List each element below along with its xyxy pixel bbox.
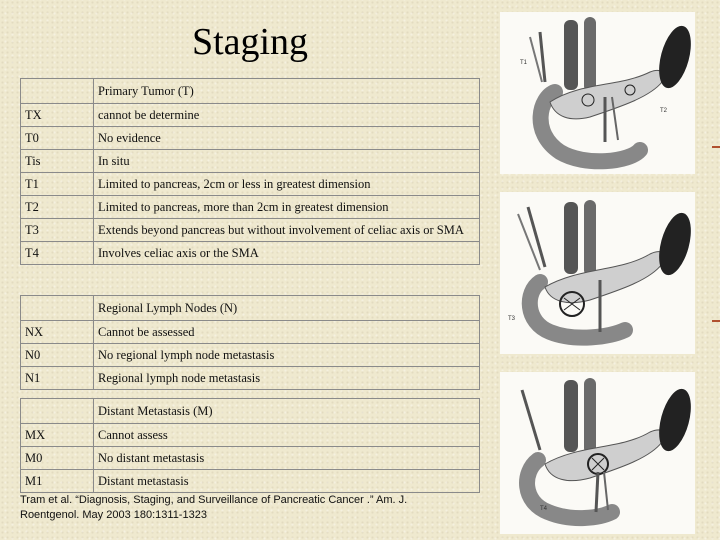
distant-metastasis-header: Distant Metastasis (M) [94, 399, 480, 424]
stage-code: M1 [21, 470, 94, 493]
header-spacer [21, 296, 94, 321]
reference-line: Tram et al. “Diagnosis, Staging, and Surveillance of Pancreatic Cancer .” Am. J. [20, 494, 408, 506]
pancreas-illustration-icon [500, 192, 695, 354]
stage-description: Limited to pancreas, more than 2cm in greatest dimension [94, 196, 480, 219]
header-spacer [21, 399, 94, 424]
table-row [21, 150, 480, 173]
stage-description: No distant metastasis [94, 447, 480, 470]
stage-code: T4 [21, 242, 94, 265]
stage-code: NX [21, 321, 94, 344]
stage-code: N0 [21, 344, 94, 367]
primary-tumor-header: Primary Tumor (T) [94, 79, 480, 104]
pancreas-illustration-t3 [500, 192, 695, 354]
table-row [21, 424, 480, 447]
page-title: Staging [191, 21, 309, 63]
table-row [21, 447, 480, 470]
stage-code: T2 [21, 196, 94, 219]
reference-citation [20, 493, 490, 523]
stage-description: Cannot assess [94, 424, 480, 447]
stage-description: Extends beyond pancreas but without involvement of celiac axis or SMA [94, 219, 480, 242]
stage-description: No regional lymph node metastasis [94, 344, 480, 367]
pancreas-illustration-icon [500, 12, 695, 174]
table-row [21, 470, 480, 493]
stage-code: N1 [21, 367, 94, 390]
header-spacer [21, 79, 94, 104]
stage-code: T1 [21, 173, 94, 196]
table-row [21, 173, 480, 196]
stage-description: cannot be determine [94, 104, 480, 127]
stage-description: No evidence [94, 127, 480, 150]
stage-code: M0 [21, 447, 94, 470]
table-row [21, 242, 480, 265]
pancreas-illustration-t4 [500, 372, 695, 534]
reference-line: Roentgenol. May 2003 180:1311-1323 [20, 509, 207, 521]
illustration-label: T4 [540, 506, 548, 512]
stage-description: Distant metastasis [94, 470, 480, 493]
lymph-nodes-header: Regional Lymph Nodes (N) [94, 296, 480, 321]
stage-code: T0 [21, 127, 94, 150]
table-row [21, 321, 480, 344]
primary-tumor-table [20, 78, 480, 265]
stage-description: Regional lymph node metastasis [94, 367, 480, 390]
accent-rule [712, 146, 720, 148]
stage-code: MX [21, 424, 94, 447]
illustration-label: T1 [520, 60, 528, 66]
table-row [21, 127, 480, 150]
illustration-label: T2 [660, 108, 668, 114]
stage-description: Involves celiac axis or the SMA [94, 242, 480, 265]
accent-rule [712, 320, 720, 322]
table-header-row [21, 79, 480, 104]
table-header-row [21, 296, 480, 321]
stage-code: TX [21, 104, 94, 127]
stage-description: Cannot be assessed [94, 321, 480, 344]
pancreas-illustration-t1-t2 [500, 12, 695, 174]
table-row [21, 344, 480, 367]
table-row [21, 219, 480, 242]
table-row [21, 104, 480, 127]
stage-code: T3 [21, 219, 94, 242]
stage-code: Tis [21, 150, 94, 173]
stage-description: Limited to pancreas, 2cm or less in greatest dimension [94, 173, 480, 196]
stage-description: In situ [94, 150, 480, 173]
distant-metastasis-table [20, 398, 480, 493]
lymph-nodes-table [20, 295, 480, 390]
table-row [21, 367, 480, 390]
illustration-label: T3 [508, 316, 516, 322]
pancreas-illustration-icon [500, 372, 695, 534]
table-header-row [21, 399, 480, 424]
table-row [21, 196, 480, 219]
